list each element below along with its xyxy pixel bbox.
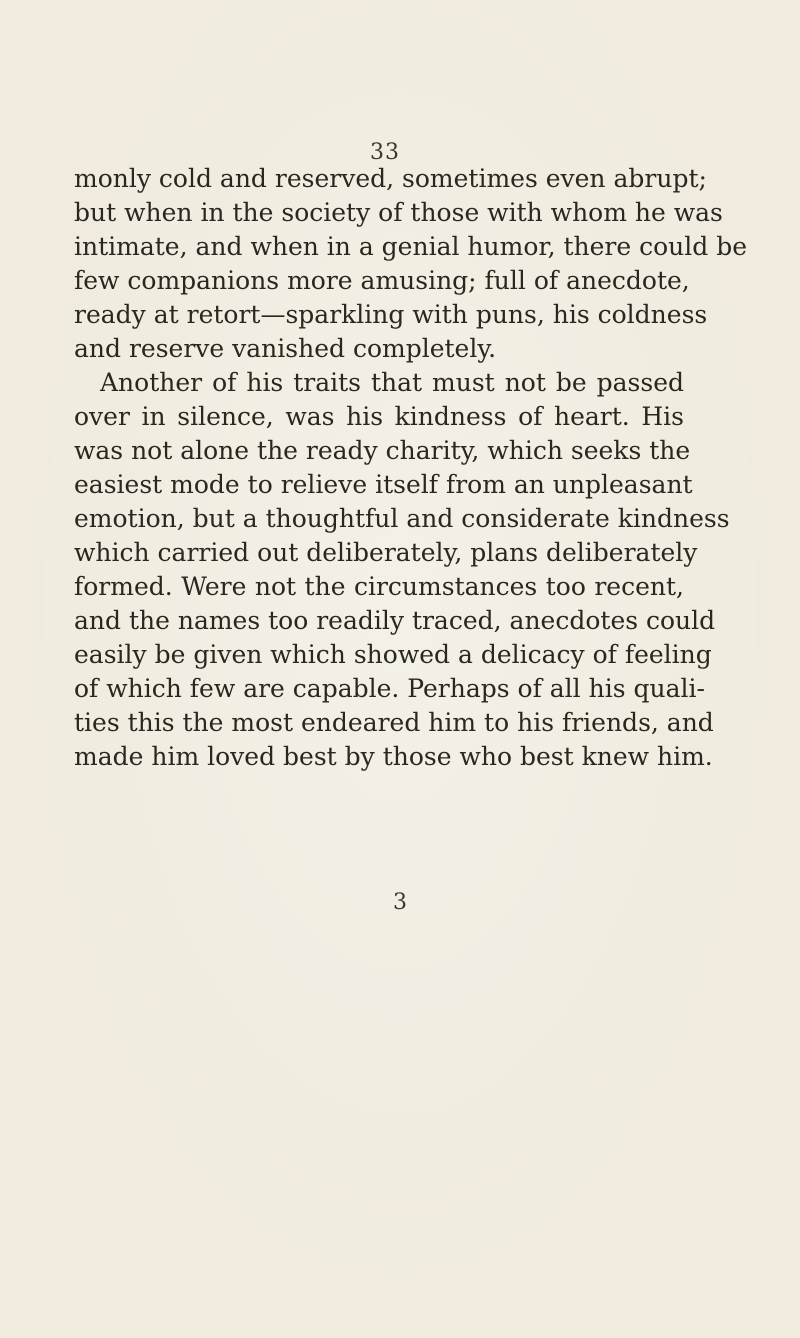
text-line: was not alone the ready charity, which seeks the <box>74 436 691 465</box>
text-line: but when in the society of those with whom he was <box>74 198 723 227</box>
signature-mark: 3 <box>393 890 407 915</box>
text-line: Another of his traits that must not be passed <box>100 368 684 397</box>
text-line: ready at retort—sparkling with puns, his coldness <box>74 300 708 329</box>
text-line: ties this the most endeared him to his friends, and <box>74 708 714 737</box>
text-line: and the names too readily traced, anecdotes could <box>74 606 716 635</box>
text-line: monly cold and reserved, sometimes even abrupt; <box>74 164 707 193</box>
text-line: over in silence, was his kindness of heart. His <box>74 402 684 431</box>
text-line: intimate, and when in a genial humor, there could be <box>74 232 748 261</box>
text-line: made him loved best by those who best knew him. <box>74 742 713 771</box>
text-line: easily be given which showed a delicacy of feeling <box>74 640 712 669</box>
text-line: emotion, but a thoughtful and considerate kindness <box>74 504 730 533</box>
text-line: which carried out deliberately, plans deliberately <box>74 538 698 567</box>
body-text <box>74 162 748 774</box>
page-number: 33 <box>370 140 400 165</box>
text-line: formed. Were not the circumstances too recent, <box>74 572 684 601</box>
text-line: of which few are capable. Perhaps of all his quali- <box>74 674 705 703</box>
text-line: few companions more amusing; full of anecdote, <box>74 266 690 295</box>
text-line: easiest mode to relieve itself from an unpleasant <box>74 470 693 499</box>
text-line: and reserve vanished completely. <box>74 334 497 363</box>
